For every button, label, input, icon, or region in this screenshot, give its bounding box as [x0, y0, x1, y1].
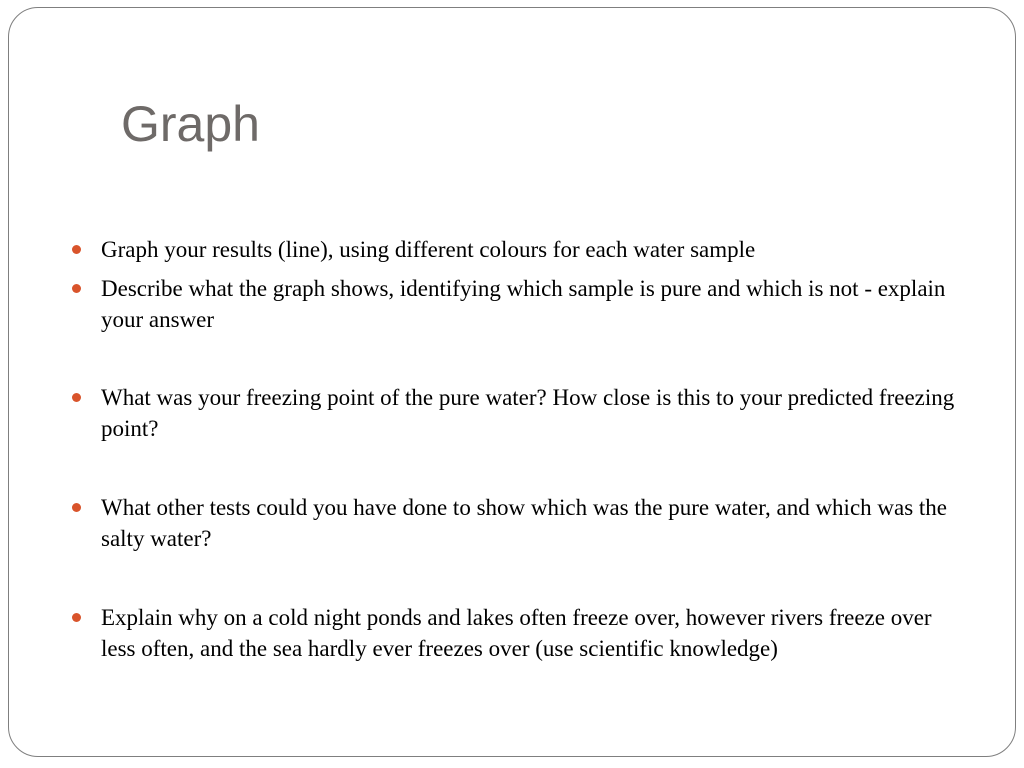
bullet-dot-icon — [72, 245, 81, 254]
bullet-item-1 — [69, 234, 969, 265]
bullet-item-3 — [69, 382, 969, 444]
bullet-text: Graph your results (line), using different colours for each water sample — [101, 237, 756, 262]
bullet-dot-icon — [72, 284, 81, 293]
bullet-item-2 — [69, 273, 969, 335]
bullet-dot-icon — [72, 503, 81, 512]
bullet-text: Describe what the graph shows, identifying which sample is pure and which is not - explain your answer — [101, 276, 946, 332]
bullet-item-4 — [69, 492, 969, 554]
bullet-item-5 — [69, 602, 969, 664]
slide — [8, 7, 1016, 757]
bullet-text: Explain why on a cold night ponds and lakes often freeze over, however rivers freeze over less often, and the sea hardly ever freezes over (use scientific knowledge) — [101, 605, 932, 661]
slide-title: Graph — [121, 96, 260, 152]
bullet-text: What other tests could you have done to show which was the pure water, and which was the salty water? — [101, 495, 948, 551]
bullet-text: What was your freezing point of the pure water? How close is this to your predicted freezing point? — [101, 385, 955, 441]
bullet-dot-icon — [72, 393, 81, 402]
bullet-dot-icon — [72, 613, 81, 622]
bullet-list — [69, 234, 969, 664]
